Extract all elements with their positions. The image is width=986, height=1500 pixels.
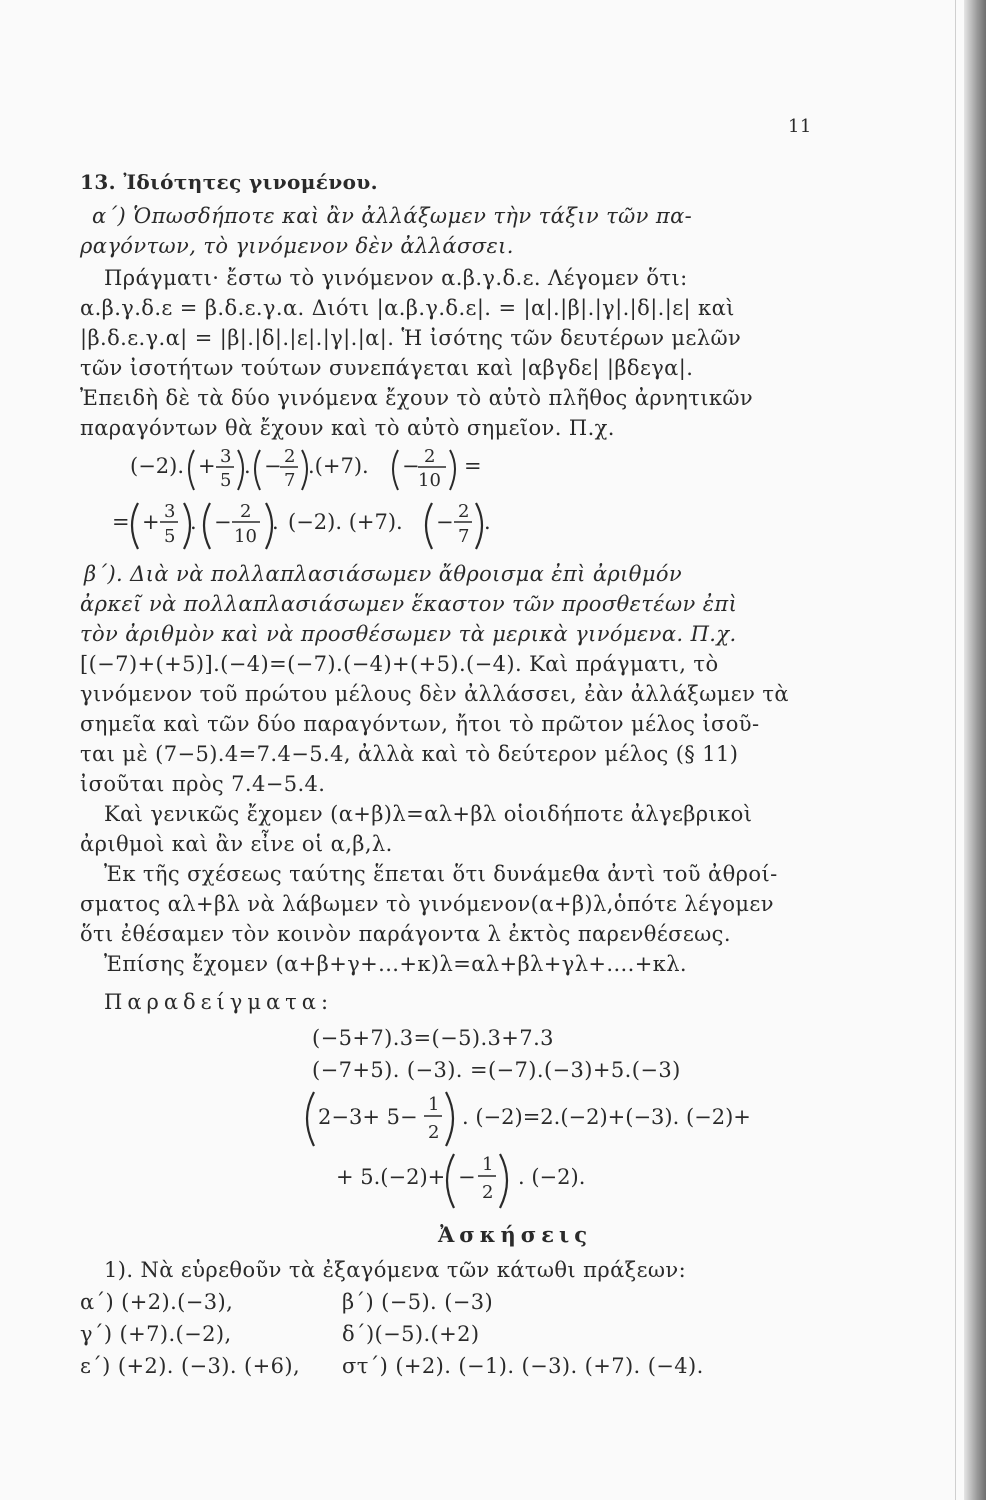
ex3-rest: . (−2)=2.(−2)+(−3). (−2)+ [462,1105,751,1129]
eq1-den-b: 5 [220,470,232,491]
rule-b-line-3: τὸν ἀριθμὸν καὶ νὰ προσθέσωμεν τὰ μερικὰ γινόμενα. Π.χ. [80,622,737,646]
example1-equation-line-2 [112,493,612,561]
para2-line-4: ται μὲ (7−5).4=7.4−5.4, ἀλλὰ καὶ τὸ δεύτερον μέλος (§ 11) [80,742,739,766]
ex4-rest: . (−2). [518,1165,586,1189]
eq1-num-c: 2 [284,446,296,467]
rule-b-line-2: ἀρκεῖ νὰ πολλαπλασιάσωμεν ἕκαστον τῶν προσθετέων ἐπὶ [80,592,738,616]
eq1-factor-a: (−2). [130,454,185,478]
eq2-sign-d: − [436,510,454,534]
eq2-den-d: 7 [458,526,470,547]
eq1-sign-c: − [264,454,282,478]
page-number: 11 [788,116,812,137]
para4-line-2: σματος αλ+βλ νὰ λάβωμεν τὸ γινόμενον(α+β)λ,ὁπότε λέγομεν [80,892,774,916]
eq1-dot-b: . [244,454,251,478]
rule-b-line-1: β΄). Διὰ νὰ πολλαπλασιάσωμεν ἄθροισμα ἐπὶ ἀριθμόν [84,562,683,586]
exercise-row-2-right: δ΄)(−5).(+2) [342,1322,480,1346]
eq2-sign-b: − [214,510,232,534]
para2-line-1: [(−7)+(+5)].(−4)=(−7).(−4)+(+5).(−4). Καὶ πράγματι, τὸ [80,652,719,676]
eq2-num-b: 2 [240,501,252,522]
eq1-den-e: 10 [418,470,441,491]
ex4-den: 2 [482,1182,494,1203]
exercise-row-1-right: β΄) (−5). (−3) [342,1290,494,1314]
para1-line-4: τῶν ἰσοτήτων τούτων συνεπάγεται καὶ |αβγδε| |βδεγα|. [80,356,694,380]
eq1-num-b: 3 [220,446,232,467]
eq2-num-a: 3 [164,501,176,522]
eq2-end-dot: . [484,510,491,534]
rule-a-line-2: ραγόντων, τὸ γινόμενον δὲν ἀλλάσσει. [80,234,514,258]
examples-label: Παραδείγματα: [104,990,334,1014]
ex4-sign: − [458,1165,476,1189]
eq2-equals: = [112,510,130,534]
eq1-den-c: 7 [284,470,296,491]
exercise-row-1-left: α΄) (+2).(−3), [80,1290,234,1314]
example-formula-2: (−7+5). (−3). =(−7).(−3)+5.(−3) [312,1058,681,1082]
eq2-dot-b: . [272,510,279,534]
eq2-sign-a: + [142,510,160,534]
eq2-dot-a: . [190,510,197,534]
para2-line-5: ἰσοῦται πρὸς 7.4−5.4. [80,772,326,796]
para1-line-5: Ἐπειδὴ δὲ τὰ δύο γινόμενα ἔχουν τὸ αὐτὸ πλῆθος ἀρνητικῶν [80,386,754,410]
eq2-factor-c: (−2). (+7). [288,510,403,534]
para2-line-2: γινόμενον τοῦ πρώτου μέλους δὲν ἀλλάσσει, ἐὰν ἀλλάξωμεν τὰ [80,682,789,706]
rule-a-line-1: α΄) Ὁπωσδήποτε καὶ ἂν ἀλλάξωμεν τὴν τάξιν τῶν πα- [92,204,693,228]
example-formula-4 [336,1148,656,1216]
para1-line-1: Πράγματι· ἔστω τὸ γινόμενον α.β.γ.δ.ε. Λέγομεν ὅτι: [104,266,688,290]
ex3-sum: 2−3+ 5− [318,1105,418,1129]
eq1-factor-d: .(+7). [308,454,369,478]
eq1-equals: = [464,454,482,478]
eq1-sign-e: − [402,454,420,478]
para3-line-2: ἀριθμοὶ καὶ ἂν εἶνε οἱ α,β,λ. [80,832,393,856]
para5: Ἐπίσης ἔχομεν (α+β+γ+...+κ)λ=αλ+βλ+γλ+....+κλ. [104,952,688,976]
eq1-num-e: 2 [424,446,436,467]
ex4-lead: + 5.(−2)+ [336,1165,446,1189]
exercise-row-3-right: στ΄) (+2). (−1). (−3). (+7). (−4). [342,1354,704,1378]
para1-line-6: παραγόντων θὰ ἔχουν καὶ τὸ αὐτὸ σημεῖον. Π.χ. [80,416,615,440]
exercises-heading: Ἀσκήσεις [438,1222,592,1247]
para2-line-3: σημεῖα καὶ τῶν δύο παραγόντων, ἤτοι τὸ πρῶτον μέλος ἰσοῦ- [80,712,760,736]
ex4-num: 1 [482,1154,494,1175]
para1-line-3: |β.δ.ε.γ.α| = |β|.|δ|.|ε|.|γ|.|α|. Ἡ ἰσότης τῶν δευτέρων μελῶν [80,326,742,350]
eq2-den-b: 10 [234,526,257,547]
example-formula-3 [300,1086,840,1154]
para3-line-1: Καὶ γενικῶς ἔχομεν (α+β)λ=αλ+βλ οἱοιδήποτε ἀλγεβρικοὶ [104,802,753,826]
eq2-num-d: 2 [458,501,470,522]
eq1-sign-b: + [198,454,216,478]
para1-line-2: α.β.γ.δ.ε = β.δ.ε.γ.α. Διότι |α.β.γ.δ.ε|. = |α|.|β|.|γ|.|δ|.|ε| καὶ [80,296,735,320]
example-formula-1: (−5+7).3=(−5).3+7.3 [312,1026,554,1050]
eq2-den-a: 5 [164,526,176,547]
ex3-num: 1 [428,1094,440,1115]
exercise-row-2-left: γ΄) (+7).(−2), [80,1322,232,1346]
exercise-1-instruction: 1). Νὰ εὑρεθοῦν τὰ ἐξαγόμενα τῶν κάτωθι πράξεων: [104,1258,687,1282]
exercise-row-3-left: ε΄) (+2). (−3). (+6), [80,1354,301,1378]
para4-line-3: ὅτι ἐθέσαμεν τὸν κοινὸν παράγοντα λ ἐκτὸς παρενθέσεως. [80,922,731,946]
ex3-den: 2 [428,1122,440,1143]
para4-line-1: Ἐκ τῆς σχέσεως ταύτης ἕπεται ὅτι δυνάμεθα ἀντὶ τοῦ ἀθροί- [104,862,778,886]
section-heading: 13. Ἰδιότητες γινομένου. [80,170,378,194]
